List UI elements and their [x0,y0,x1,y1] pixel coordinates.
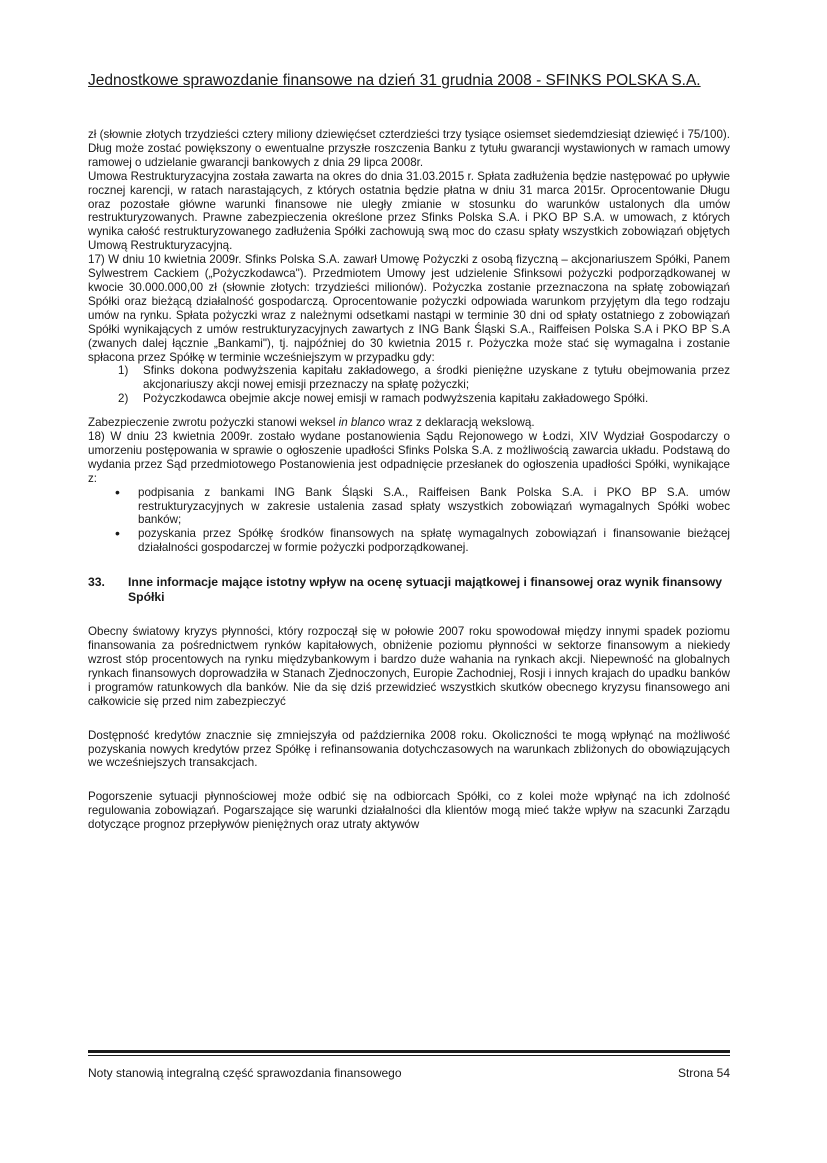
section-number: 33. [88,575,105,590]
spacer [88,555,730,575]
spacer [88,770,730,790]
spacer [88,709,730,729]
footer-rule [88,1055,730,1056]
paragraph: Pogorszenie sytuacji płynnościowej może odbić się na odbiorcach Spółki, co z kolei może wpłynąć na ich zdolność regulowania zobowiązań. Pogarszające się warunki działalności dla klientów mogą mieć także wpływ na szacunki Zarządu dotyczące prognoz przepływów pieniężnych oraz utraty aktywów [88,790,730,832]
paragraph: zł (słownie złotych trzydzieści cztery miliony dziewięćset czterdzieści trzy tysiące osiemset siedemdziesiąt dziewięć i 75/100). Dług może zostać powiększony o ewentualne przyszłe roszczenia Banku z tytułu gwarancji wystawionych w ramach umowy ramowej o udzielanie gwarancji bankowych z dnia 29 lipca 2008r. [88,128,730,169]
list-item: • pozyskania przez Spółkę środków finansowych na spłatę wymagalnych zobowiązań i finansowanie bieżącej działalności gospodarczej w formie pożyczki podporządkowanej. [88,527,730,555]
spacer [88,605,730,625]
paragraph: Obecny światowy kryzys płynności, który rozpoczął się w połowie 2007 roku spowodował między innymi spadek poziomu finansowania za pośrednictwem rynków kapitałowych, obniżenie poziomu płynności w sektorze finansowym a niekiedy wzrost stóp procentowych na rynku międzybankowym i bardzo duże wahania na rynkach akcji. Niepewność na globalnych rynkach finansowych doprowadziła w Stanach Zjednoczonych, Europie Zachodniej, Rosji i innych krajach do upadku banków i programów ratunkowych dla banków. Nie da się dziś przewidzieć wszystkich skutków obecnego kryzysu finansowego ani całkowicie się przed nim zabezpieczyć [88,625,730,708]
italic-text: in blanco [338,416,386,430]
page-content [88,128,730,832]
spacer [88,406,730,416]
section-title: Inne informacje mające istotny wpływ na ocenę sytuacji majątkowej i finansowej oraz wynik finansowy Spółki [128,575,722,605]
list-item [88,364,730,392]
paragraph: Umowa Restrukturyzacyjna została zawarta na okres do dnia 31.03.2015 r. Spłata zadłużenia będzie następować po upływie rocznej karencji, w ratach narastających, z których ostatnia będzie płatna w dniu 31 marca 2015r. Oprocentowanie Długu oraz pozostałe główne warunki finansowe nie uległy zmianie w stosunku do warunków ustalonych dla umów restrukturyzowanych. Prawne zabezpieczenia określone przez Sfinks Polska S.A. i PKO BP S.A. w umowach, z których wynika całość restrukturyzowanego zadłużenia Spółki zachowują swą moc do czasu spłaty wszystkich zobowiązań objętych Umową Restrukturyzacyjną. [88,169,730,253]
page-number: Strona 54 [677,1066,730,1080]
list-item-text: Sfinks dokona podwyższenia kapitału zakładowego, a środki pieniężne uzyskane z tytułu obejmowania przez akcjonariuszy akcji nowej emisji przeznaczy na spłatę pożyczki; [143,364,730,392]
bullet-list [88,486,730,556]
page-header: Jednostkowe sprawozdanie finansowe na dzień 31 grudnia 2008 - SFINKS POLSKA S.A. [88,72,701,89]
paragraph: 18) W dniu 23 kwietnia 2009r. zostało wydane postanowienia Sądu Rejonowego w Łodzi, XIV Wydział Gospodarczy o umorzeniu postępowania w sprawie o ogłoszenie upadłości Sfinks Polska S.A. z możliwością zawarcia układu. Podstawą do wydania przez Sąd przedmiotowego Postanowienia jest odpadnięcie przesłanek do ogłoszenia upadłości Spółki, wynikające z: [88,430,730,485]
list-item-number: 2) [118,392,129,406]
list-item-text: Pożyczkodawca obejmie akcje nowej emisji w ramach podwyższenia kapitału zakładowego Spółki. [143,392,649,406]
paragraph: 17) W dniu 10 kwietnia 2009r. Sfinks Polska S.A. zawarł Umowę Pożyczki z osobą fizyczną – akcjonariuszem Spółki, Panem Sylwestrem Cackiem („Pożyczkodawca"). Przedmiotem Umowy jest udzielenie Sfinksowi pożyczki podporządkowanej w kwocie 30.000.000,00 zł (słownie złotych: trzydzieści milionów). Pożyczka zostanie przeznaczona na spłatę zobowiązań Spółki oraz bieżącą działalność gospodarczą. Oprocentowanie pożyczki odpowiada warunkom przyjętym dla tego rodzaju umów na rynku. Spłata pożyczki wraz z należnymi odsetkami nastąpi w terminie 30 dni od spłaty ostatniego z zobowiązań Spółki wynikających z umów restrukturyzacyjnych zawartych z ING Bank Śląski S.A., Raiffeisen Polska S.A i PKO BP S.A (zwanych dalej łącznie „Bankami"), tj. najpóźniej do 30 kwietnia 2015 r. Pożyczka może stać się wymagalna i zostanie spłacona przez Spółkę w terminie wcześniejszym w przypadku gdy: [88,253,730,364]
list-item-number: 1) [118,364,129,378]
text-span: Zabezpieczenie zwrotu pożyczki stanowi weksel [88,416,339,430]
text-span: wraz z deklaracją wekslową. [385,416,535,430]
section-heading [88,575,730,605]
list-item: • podpisania z bankami ING Bank Śląski S.A., Raiffeisen Bank Polska S.A. i PKO BP S.A. umów restrukturyzacyjnych w zakresie ustalenia zasad spłaty wszystkich zobowiązań wymagalnych Spółki wobec banków; [88,486,730,528]
footer-note: Noty stanowią integralną część sprawozdania finansowego [88,1066,402,1080]
footer-rule [88,1050,730,1053]
list-item [88,392,730,406]
paragraph: Dostępność kredytów znacznie się zmniejszyła od października 2008 roku. Okoliczności te mogą wpłynąć na możliwość pozyskania nowych kredytów przez Spółkę i refinansowania dotychczasowych na warunkach zbliżonych do obowiązujących we wcześniejszych transakcjach. [88,728,730,770]
paragraph [88,416,730,430]
numbered-list [88,364,730,406]
